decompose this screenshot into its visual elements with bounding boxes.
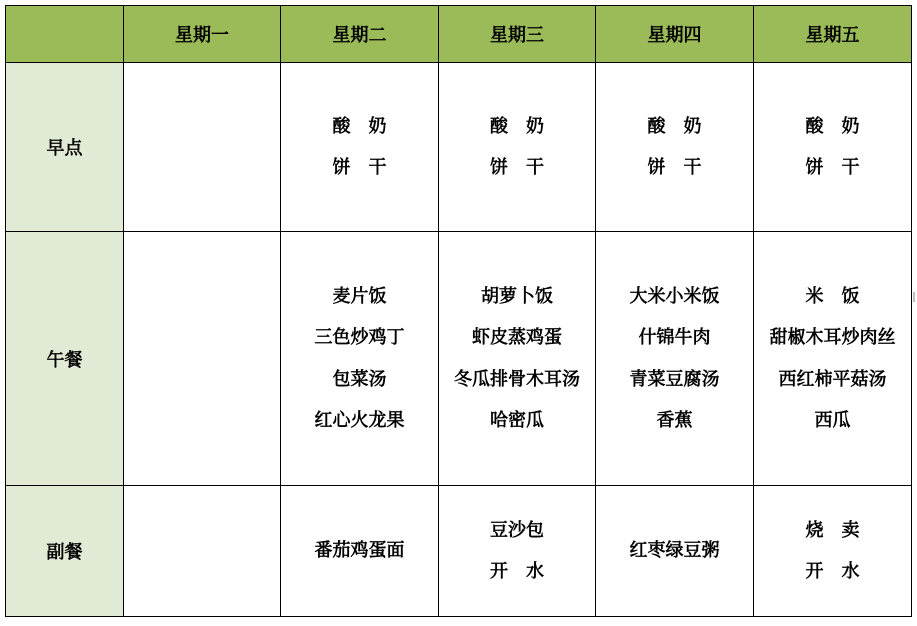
- menu-cell-lunch-wednesday: [439, 232, 596, 486]
- dish-item: 包菜汤: [332, 368, 387, 390]
- dish-item: 红枣绿豆粥: [629, 540, 720, 562]
- dish-item: 西红柿平菇汤: [778, 368, 887, 390]
- dish-item: 饼 干: [805, 157, 860, 178]
- row-label-lunch: 午餐: [6, 232, 124, 486]
- weekly-menu-table: [5, 5, 912, 617]
- dish-item: 三色炒鸡丁: [314, 327, 405, 348]
- menu-cell-breakfast-wednesday: [439, 63, 596, 232]
- menu-cell-lunch-friday: [754, 232, 912, 486]
- dish-item: 虾皮蒸鸡蛋: [472, 327, 562, 348]
- menu-cell-snack-wednesday: [439, 486, 596, 617]
- dish-item: 冬瓜排骨木耳汤: [454, 368, 580, 390]
- header-row: [6, 6, 912, 63]
- menu-cell-breakfast-friday: [754, 63, 912, 232]
- snack-row: [6, 486, 912, 617]
- dish-item: 开 水: [490, 561, 544, 582]
- dish-item: 甜椒木耳炒肉丝: [769, 327, 896, 348]
- dish-item: 红心火龙果: [314, 410, 405, 431]
- dish-item: 青菜豆腐汤: [629, 368, 720, 390]
- dish-item: 饼 干: [647, 157, 702, 178]
- dish-item: 西瓜: [814, 410, 851, 431]
- dish-item: 烧 卖: [805, 519, 860, 541]
- day-header-thursday: 星期四: [596, 6, 754, 63]
- day-header-tuesday: 星期二: [281, 6, 439, 63]
- menu-cell-lunch-monday: [124, 232, 281, 486]
- dish-item: 番茄鸡蛋面: [314, 540, 405, 562]
- dish-item: 香蕉: [656, 410, 693, 431]
- dish-item: 酸 奶: [647, 115, 702, 137]
- menu-cell-snack-friday: [754, 486, 912, 617]
- corner-cell: [6, 6, 124, 63]
- day-header-friday: 星期五: [754, 6, 912, 63]
- menu-cell-breakfast-monday: [124, 63, 281, 232]
- menu-cell-breakfast-thursday: [596, 63, 754, 232]
- menu-cell-snack-tuesday: [281, 486, 439, 617]
- menu-cell-breakfast-tuesday: [281, 63, 439, 232]
- dish-item: 哈密瓜: [490, 410, 544, 431]
- dish-item: 什锦牛肉: [638, 327, 711, 348]
- day-header-wednesday: 星期三: [439, 6, 596, 63]
- dish-item: 米 饭: [805, 285, 860, 307]
- row-label-breakfast: 早点: [6, 63, 124, 232]
- breakfast-row: [6, 63, 912, 232]
- menu-cell-lunch-thursday: [596, 232, 754, 486]
- dish-item: 酸 奶: [805, 115, 860, 137]
- menu-cell-snack-thursday: [596, 486, 754, 617]
- dish-item: 饼 干: [332, 157, 387, 178]
- dish-item: 酸 奶: [332, 115, 387, 137]
- dish-item: 胡萝卜饭: [481, 285, 553, 307]
- menu-cell-snack-monday: [124, 486, 281, 617]
- dish-item: 开 水: [805, 561, 860, 582]
- dish-item: 麦片饭: [332, 285, 387, 307]
- day-header-monday: 星期一: [124, 6, 281, 63]
- dish-item: 酸 奶: [490, 115, 544, 137]
- dish-item: 饼 干: [490, 157, 544, 178]
- dish-item: 豆沙包: [490, 519, 544, 541]
- lunch-row: [6, 232, 912, 486]
- row-label-snack: 副餐: [6, 486, 124, 617]
- edge-marker: [913, 292, 915, 302]
- dish-item: 大米小米饭: [629, 285, 720, 307]
- menu-cell-lunch-tuesday: [281, 232, 439, 486]
